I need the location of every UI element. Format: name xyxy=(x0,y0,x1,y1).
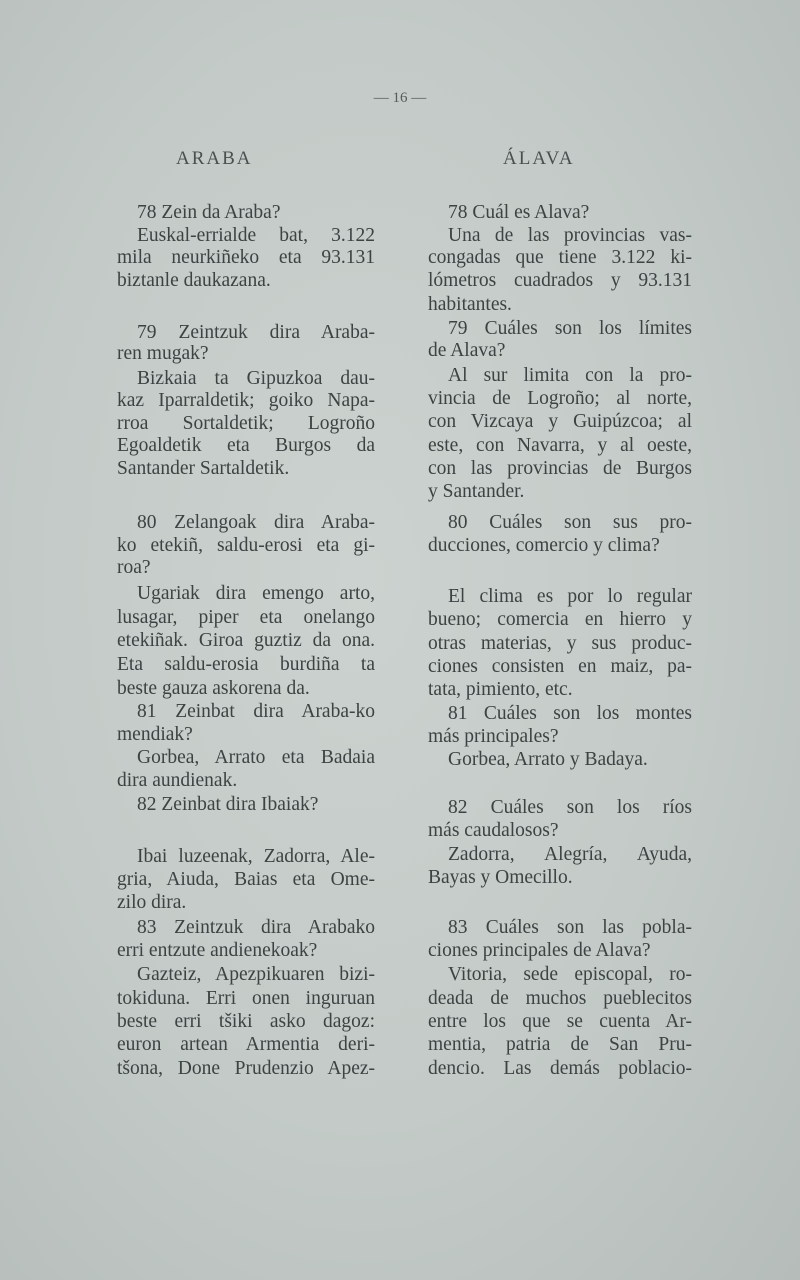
text-line: habitantes. xyxy=(428,294,512,315)
text-line: biztanle daukazana. xyxy=(117,270,271,291)
text-line: Al sur limita con la pro- xyxy=(448,365,692,386)
text-line: otras materias, y sus produc- xyxy=(428,633,692,654)
column-heading-basque: ARABA xyxy=(176,148,253,169)
text-line: Santander Sartaldetik. xyxy=(117,458,290,479)
text-line: más caudalosos? xyxy=(428,820,559,841)
text-line: vincia de Logroño; al norte, xyxy=(428,388,692,409)
text-line: ducciones, comercio y clima? xyxy=(428,535,660,556)
text-line: beste gauza askorena da. xyxy=(117,678,310,699)
text-line: Ibai luzeenak, Zadorra, Ale- xyxy=(137,846,375,867)
text-line: rroa Sortaldetik; Logroño xyxy=(117,413,375,434)
text-line: tšona, Done Prudenzio Apez- xyxy=(117,1058,375,1079)
text-line: ciones principales de Alava? xyxy=(428,940,651,961)
text-line: congadas que tiene 3.122 ki- xyxy=(428,247,692,268)
text-line: y Santander. xyxy=(428,481,525,502)
text-line: roa? xyxy=(117,557,151,578)
text-line: 81 Cuáles son los montes xyxy=(448,703,692,724)
text-line: Una de las provincias vas- xyxy=(448,225,692,246)
text-line: Ugariak dira emengo arto, xyxy=(137,583,375,604)
text-line: euron artean Armentia deri- xyxy=(117,1034,375,1055)
text-line: 79 Cuáles son los límites xyxy=(448,318,692,339)
text-line: de Alava? xyxy=(428,340,506,361)
text-line: dencio. Las demás poblacio- xyxy=(428,1058,692,1079)
text-line: 82 Zeinbat dira Ibaiak? xyxy=(137,794,319,815)
text-line: ciones consisten en maiz, pa- xyxy=(428,656,692,677)
text-line: Bizkaia ta Gipuzkoa dau- xyxy=(137,368,375,389)
text-line: 80 Cuáles son sus pro- xyxy=(448,512,692,533)
text-line: kaz Iparraldetik; goiko Napa- xyxy=(117,390,375,411)
text-line: 80 Zelangoak dira Araba- xyxy=(137,512,375,533)
text-line: Euskal-errialde bat, 3.122 xyxy=(137,225,375,246)
text-line: este, con Navarra, y al oeste, xyxy=(428,435,692,456)
text-line: mentia, patria de San Pru- xyxy=(428,1034,692,1055)
text-line: 78 Cuál es Alava? xyxy=(448,202,590,223)
text-line: 79 Zeintzuk dira Araba- xyxy=(137,322,375,343)
text-line: con Vizcaya y Guipúzcoa; al xyxy=(428,411,692,432)
text-line: Bayas y Omecillo. xyxy=(428,867,573,888)
text-line: Gorbea, Arrato y Badaya. xyxy=(448,749,648,770)
text-line: ren mugak? xyxy=(117,343,209,364)
text-line: 78 Zein da Araba? xyxy=(137,202,281,223)
text-line: Gorbea, Arrato eta Badaia xyxy=(137,747,375,768)
text-line: dira aundienak. xyxy=(117,770,238,791)
text-line: lusagar, piper eta onelango xyxy=(117,607,375,628)
text-line: beste erri tšiki asko dagoz: xyxy=(117,1011,375,1032)
text-line: 82 Cuáles son los ríos xyxy=(448,797,692,818)
text-line: mendiak? xyxy=(117,724,193,745)
text-line: ko etekiñ, saldu-erosi eta gi- xyxy=(117,535,375,556)
text-line: deada de muchos pueblecitos xyxy=(428,988,692,1009)
text-line: Vitoria, sede episcopal, ro- xyxy=(448,964,692,985)
text-line: Egoaldetik eta Burgos da xyxy=(117,435,375,456)
text-line: Zadorra, Alegría, Ayuda, xyxy=(448,844,692,865)
text-line: tata, pimiento, etc. xyxy=(428,679,573,700)
column-heading-spanish: ÁLAVA xyxy=(503,148,575,169)
text-line: con las provincias de Burgos xyxy=(428,458,692,479)
text-line: entre los que se cuenta Ar- xyxy=(428,1011,692,1032)
text-line: erri entzute andienekoak? xyxy=(117,940,318,961)
text-line: 81 Zeinbat dira Araba-ko xyxy=(137,701,375,722)
text-line: zilo dira. xyxy=(117,892,187,913)
text-line: más principales? xyxy=(428,726,559,747)
text-line: lómetros cuadrados y 93.131 xyxy=(428,270,692,291)
text-line: Gazteiz, Apezpikuaren bizi- xyxy=(137,964,375,985)
text-line: bueno; comercia en hierro y xyxy=(428,609,692,630)
text-line: mila neurkiñeko eta 93.131 xyxy=(117,247,375,268)
text-line: gria, Aiuda, Baias eta Ome- xyxy=(117,869,375,890)
text-line: Eta saldu-erosia burdiña ta xyxy=(117,654,375,675)
page-number: — 16 — xyxy=(373,90,427,106)
text-line: tokiduna. Erri onen inguruan xyxy=(117,988,375,1009)
text-line: 83 Zeintzuk dira Arabako xyxy=(137,917,375,938)
text-line: etekiñak. Giroa guztiz da ona. xyxy=(117,630,375,651)
text-line: 83 Cuáles son las pobla- xyxy=(448,917,692,938)
text-line: El clima es por lo regular xyxy=(448,586,692,607)
